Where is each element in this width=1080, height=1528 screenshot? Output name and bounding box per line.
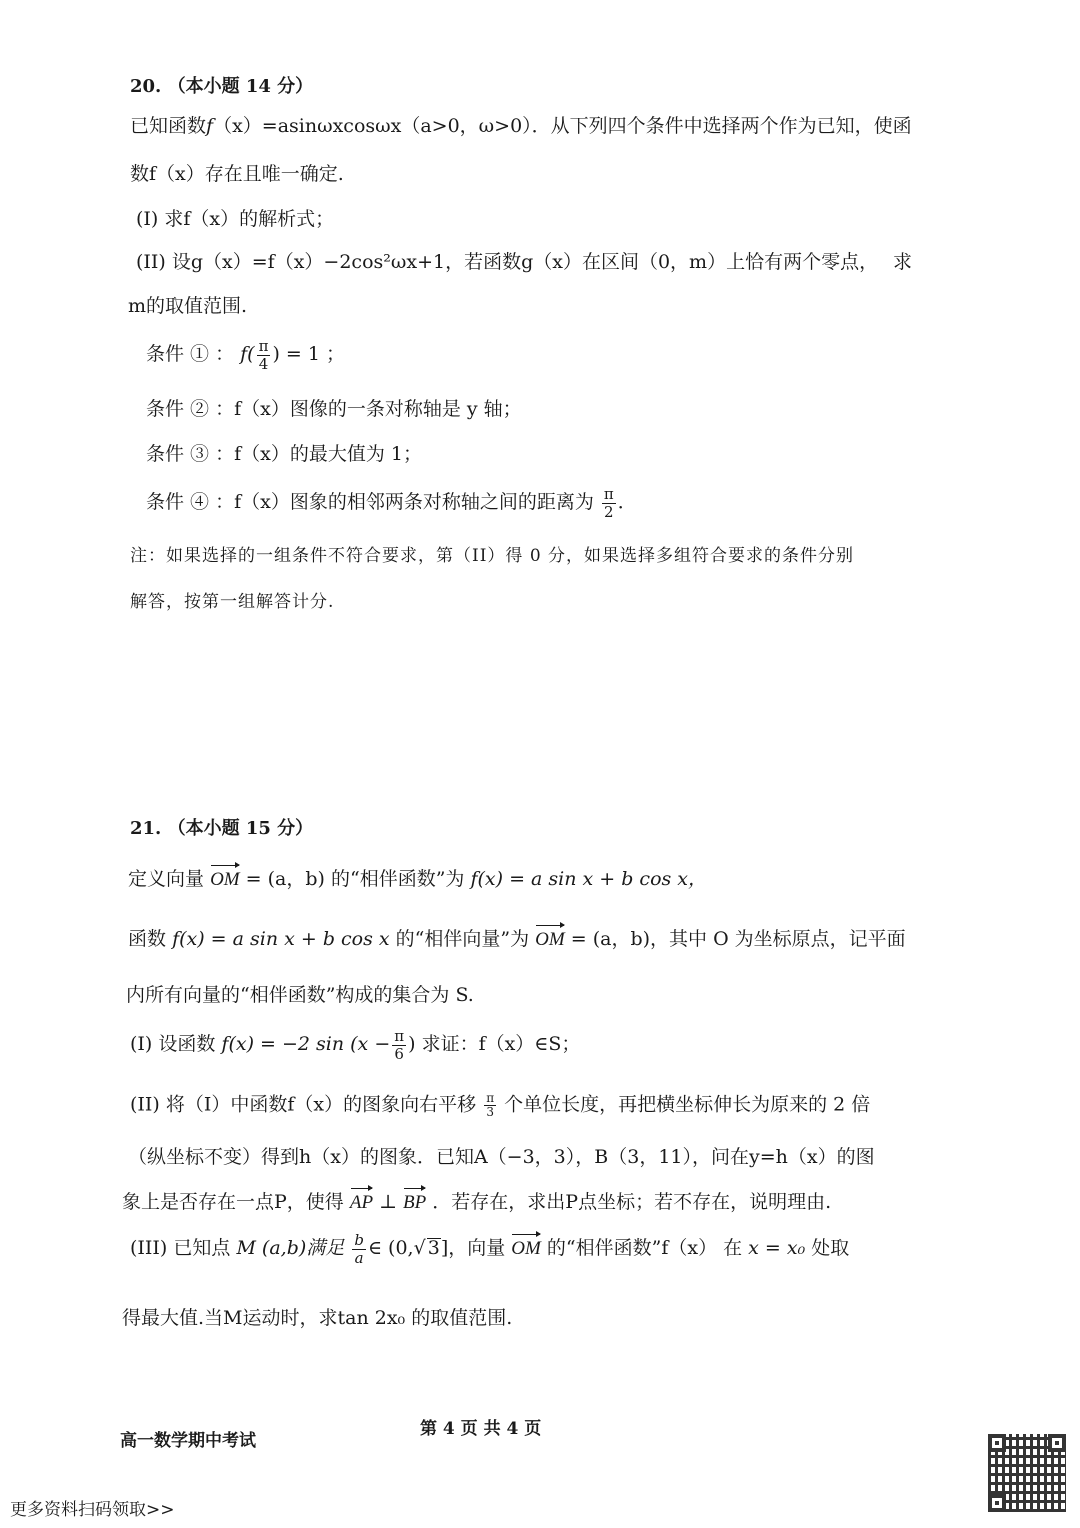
q21-part3-line1: (III) 已知点 M (a,b)满足 $\frac{b}{a}$ ∈ (0,√ 3]，向量 OM 的“相伴函数”f（x） 在 x = x₀ 处取 [130, 1231, 850, 1267]
vector-ap: AP [349, 1192, 374, 1213]
footer-page-number: 第 4 页 共 4 页 [420, 1419, 542, 1439]
vector-bp: BP [403, 1192, 427, 1213]
definition-companion-function: f(x) = a sin x + b cos x， [470, 868, 708, 890]
q20-part2-line1: (II) 设g（x）=f（x）−2cos²ωx+1，若函数g（x）在区间（0，m）上恰有两个零点， [136, 251, 879, 273]
part3-label: (III) 已知点 [130, 1237, 231, 1259]
vector-om: OM [535, 929, 565, 950]
part3-text: 处取 [811, 1237, 850, 1259]
part3-point: M (a,b)满足 [236, 1237, 345, 1259]
q21-definition-line2 [128, 930, 906, 949]
q20-intro-text: 已知函数 [130, 115, 207, 137]
q21-part1 [130, 1028, 580, 1062]
part2-text: (II) 将（I）中函数f（x）的图象向右平移 [130, 1093, 477, 1116]
q20-intro-line1 [130, 117, 912, 136]
q20-note-line1: 注：如果选择的一组条件不符合要求，第（II）得 0 分，如果选择多组符合要求的条件分别 [130, 546, 855, 566]
fraction-denominator: 2 [604, 502, 614, 521]
fraction-pi-over-2 [602, 486, 616, 520]
condition-1-label: 条件 ① ： [146, 343, 235, 365]
part1-paren: ) [408, 1033, 416, 1055]
fraction-b-over-a [352, 1232, 366, 1266]
part2-text: ．若存在，求出P点坐标；若不存在，说明理由. [432, 1191, 832, 1213]
bottom-link[interactable]: 更多资料扫码领取>> [10, 1500, 175, 1520]
definition-pair: = (a，b) 的“相伴函数”为 [245, 868, 465, 890]
sqrt-radicand: 3 [427, 1237, 440, 1259]
condition-1-value: ) = 1 ； [272, 343, 345, 365]
condition-4-text: 条件 ④ ：f（x）图象的相邻两条对称轴之间的距离为 [146, 491, 594, 513]
q21-header: 21. （本小题 15 分） [130, 818, 314, 839]
q20-condition-1 [146, 338, 345, 372]
fraction-denominator: a [354, 1248, 364, 1267]
fraction-denominator: 4 [258, 354, 269, 373]
part3-text: 的“相伴函数”f（x） 在 [546, 1237, 743, 1259]
q20-intro-f: f [206, 115, 214, 137]
q21-definition-line3: 内所有向量的“相伴函数”构成的集合为 S. [126, 984, 474, 1006]
qr-code-icon[interactable] [988, 1434, 1066, 1512]
fraction-numerator: b [354, 1231, 364, 1249]
fraction-numerator: π [394, 1027, 405, 1045]
q20-condition-4 [146, 486, 637, 520]
part3-interval: ∈ (0, [367, 1237, 414, 1259]
q21-part3-line2: 得最大值.当M运动时，求tan 2x₀ 的取值范围. [122, 1307, 513, 1329]
definition-text: = (a，b)，其中 O 为坐标原点，记平面 [570, 928, 906, 950]
fraction-denominator: 3 [486, 1105, 494, 1120]
definition-text: 定义向量 [128, 868, 205, 890]
q21-part2-line3 [122, 1193, 831, 1212]
footer-exam-title: 高一数学期中考试 [120, 1431, 256, 1451]
fraction-numerator: π [486, 1091, 495, 1105]
q21-part2-line1 [130, 1092, 870, 1119]
part3-text: ]，向量 [440, 1237, 506, 1259]
fraction-numerator: π [603, 485, 614, 503]
fraction-pi-over-4 [257, 338, 271, 372]
definition-text: 函数 [128, 928, 167, 950]
part3-xzero: x = x₀ [748, 1237, 806, 1259]
q20-intro-formula: （x）=asinωxcosωx（a>0，ω>0）．从下列四个条件中选择两个作为已知，使函 [213, 115, 912, 137]
q20-condition-3: 条件 ③ ：f（x）的最大值为 1； [146, 443, 422, 465]
vector-om: OM [210, 869, 240, 890]
fraction-pi-over-3 [484, 1092, 496, 1119]
fraction-denominator: 6 [394, 1044, 404, 1063]
part1-function: f(x) = −2 sin (x − [221, 1033, 391, 1055]
fraction-numerator: π [258, 337, 269, 355]
q20-header: 20. （本小题 14 分） [130, 76, 314, 97]
q20-part2-qiu: 求 [893, 251, 913, 273]
q21-definition-line1 [128, 870, 707, 889]
condition-1-fn: f( [240, 343, 255, 365]
q20-note-line2: 解答，按第一组解答计分. [130, 592, 335, 612]
vector-om: OM [511, 1238, 541, 1259]
q20-condition-2: 条件 ② ：f（x）图像的一条对称轴是 y 轴； [146, 398, 522, 420]
fraction-pi-over-6 [392, 1028, 406, 1062]
q20-part1: (I) 求f（x）的解析式； [136, 208, 335, 230]
q21-part2-line2: （纵坐标不变）得到h（x）的图象．已知A（−3，3），B（3，11），问在y=h（x）的图 [128, 1146, 875, 1168]
part2-text: 个单位长度，再把横坐标伸长为原来的 2 倍 [504, 1093, 871, 1116]
part1-label: (I) 设函数 [130, 1033, 216, 1055]
perpendicular-symbol: ⊥ [379, 1191, 397, 1213]
q20-intro-line2: 数f（x）存在且唯一确定. [130, 163, 344, 185]
definition-text: 的“相伴向量”为 [395, 928, 530, 950]
qr-finder [988, 1494, 1006, 1512]
part1-claim: 求证：f（x）∈S； [421, 1033, 581, 1055]
condition-4-end: ． [617, 491, 637, 513]
part2-text: 象上是否存在一点P，使得 [122, 1191, 344, 1213]
definition-function: f(x) = a sin x + b cos x [172, 928, 390, 950]
qr-finder [1048, 1434, 1066, 1452]
qr-finder [988, 1434, 1006, 1452]
q20-part2-line2: m的取值范围. [128, 295, 248, 317]
